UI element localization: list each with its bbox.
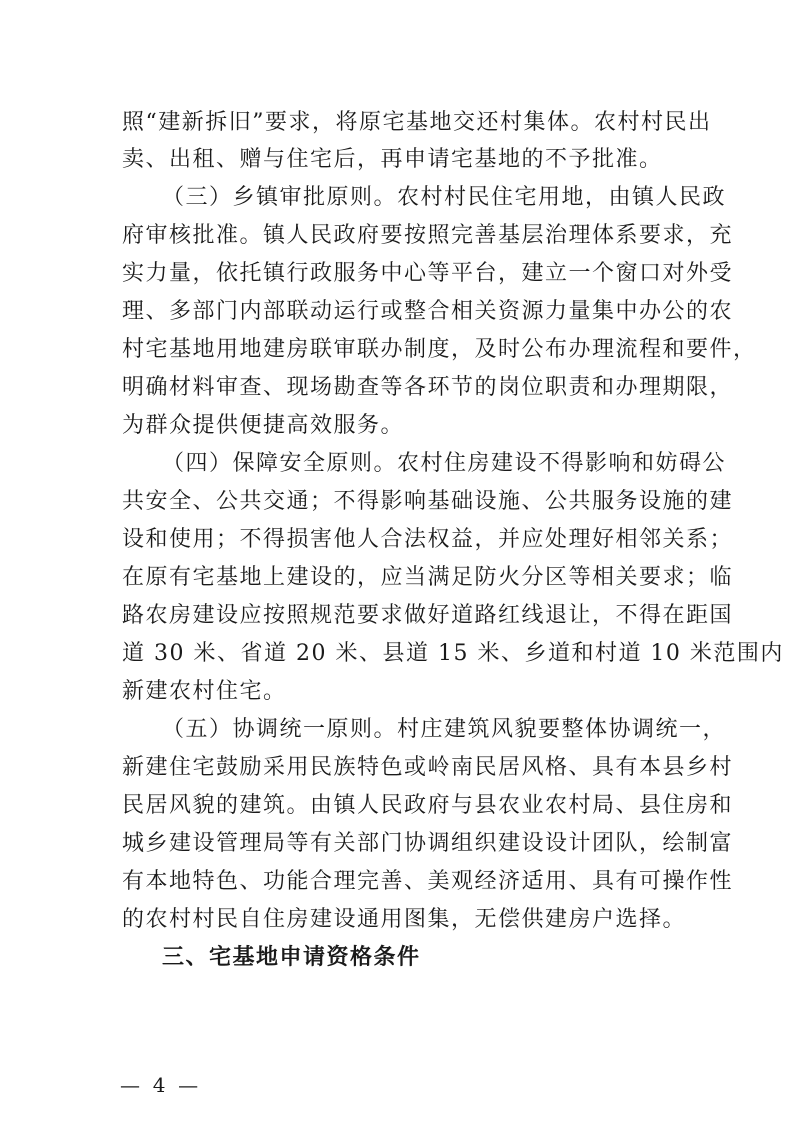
- text-line-content: 在原有宅基地上建设的，应当满足防火分区等相关要求；临: [122, 565, 734, 590]
- text-line-content: 村宅基地用地建房联审联办制度，及时公布办理流程和要件，: [122, 337, 757, 362]
- text-line-content: 理、多部门内部联动运行或整合相关资源力量集中办公的农: [122, 299, 734, 324]
- text-line-content: 卖、出租、赠与住宅后，再申请宅基地的不予批准。: [122, 147, 663, 172]
- text-line-content: 有本地特色、功能合理完善、美观经济适用、具有可操作性: [122, 869, 734, 894]
- page-number: — 4 —: [120, 1073, 199, 1097]
- text-line-content: 府审核批准。镇人民政府要按照完善基层治理体系要求，充: [122, 223, 734, 248]
- text-line-content: 为群众提供便捷高效服务。: [122, 413, 405, 438]
- text-line-content: 路农房建设应按照规范要求做好道路红线退让，不得在距国: [122, 603, 734, 628]
- text-line-content: （四）保障安全原则。农村住房建设不得影响和妨碍公: [162, 451, 727, 476]
- section-heading-text: 三、宅基地申请资格条件: [162, 945, 421, 970]
- text-line-content: 新建住宅鼓励采用民族特色或岭南民居风格、具有本县乡村: [122, 755, 734, 780]
- text-line-content: 共安全、公共交通；不得影响基础设施、公共服务设施的建: [122, 489, 734, 514]
- text-line-content: 实力量，依托镇行政服务中心等平台，建立一个窗口对外受: [122, 261, 734, 286]
- text-line-content: 的农村村民自住房建设通用图集，无偿供建房户选择。: [122, 907, 687, 932]
- text-line-content: 民居风貌的建筑。由镇人民政府与县农业农村局、县住房和: [122, 793, 734, 818]
- text-line-content: 设和使用；不得损害他人合法权益，并应处理好相邻关系；: [122, 527, 734, 552]
- text-line-content: 明确材料审查、现场勘查等各环节的岗位职责和办理期限，: [122, 375, 734, 400]
- text-line-content: 城乡建设管理局等有关部门协调组织建设设计团队，绘制富: [122, 831, 734, 856]
- text-line-content: （三）乡镇审批原则。农村村民住宅用地，由镇人民政: [162, 185, 727, 210]
- text-line-content: （五）协调统一原则。村庄建筑风貌要整体协调统一，: [162, 717, 727, 742]
- text-line-content: 道 30 米、省道 20 米、县道 15 米、乡道和村道 10 米范围内: [122, 641, 784, 666]
- text-line-content: 新建农村住宅。: [122, 679, 287, 704]
- text-line-content: 照“建新拆旧”要求，将原宅基地交还村集体。农村村民出: [122, 110, 712, 135]
